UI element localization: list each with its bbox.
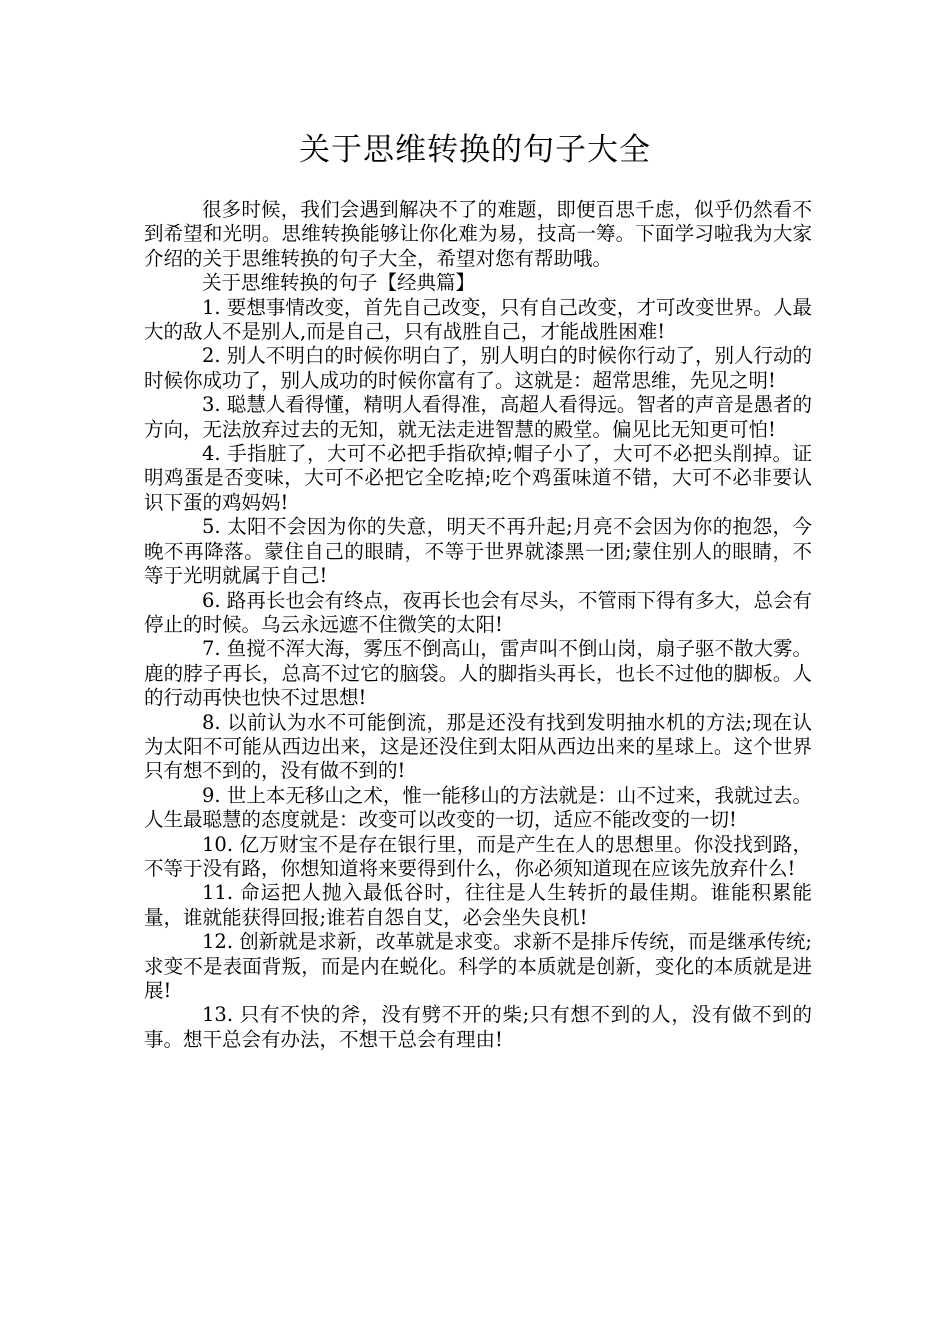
sentence-item-2: 2. 别人不明白的时候你明白了，别人明白的时候你行动了，别人行动的时候你成功了，别人成功的时候你富有了。这就是：超常思维，先见之明! bbox=[144, 344, 812, 392]
document-title: 关于思维转换的句子大全 bbox=[299, 132, 651, 168]
sentence-item-4: 4. 手指脏了，大可不必把手指砍掉;帽子小了，大可不必把头削掉。证明鸡蛋是否变味，大可不必把它全吃掉;吃个鸡蛋味道不错，大可不必非要认识下蛋的鸡妈妈! bbox=[144, 442, 812, 514]
section-heading: 关于思维转换的句子【经典篇】 bbox=[202, 271, 476, 295]
sentence-item-3: 3. 聪慧人看得懂，精明人看得准，高超人看得远。智者的声音是愚者的方向，无法放弃过去的无知，就无法走进智慧的殿堂。偏见比无知更可怕! bbox=[144, 393, 812, 441]
sentence-item-8: 8. 以前认为水不可能倒流，那是还没有找到发明抽水机的方法;现在认为太阳不可能从西边出来，这是还没住到太阳从西边出来的星球上。这个世界只有想不到的，没有做不到的! bbox=[144, 710, 812, 783]
sentence-item-10: 10. 亿万财宝不是存在银行里，而是产生在人的思想里。你没找到路，不等于没有路，你想知道将来要得到什么，你必须知道现在应该先放弃什么! bbox=[144, 832, 812, 880]
sentence-item-11: 11. 命运把人抛入最低谷时，往往是人生转折的最佳期。谁能积累能量，谁就能获得回报;谁若自怨自艾，必会坐失良机! bbox=[144, 881, 812, 929]
sentence-item-13: 13. 只有不快的斧，没有劈不开的柴;只有想不到的人，没有做不到的事。想干总会有办法，不想干总会有理由! bbox=[144, 1003, 812, 1051]
sentence-item-9: 9. 世上本无移山之术，惟一能移山的方法就是：山不过来，我就过去。人生最聪慧的态度就是：改变可以改变的一切，适应不能改变的一切! bbox=[144, 783, 812, 832]
sentence-item-12: 12. 创新就是求新，改革就是求变。求新不是排斥传统，而是继承传统;求变不是表面背叛，而是内在蜕化。科学的本质就是创新，变化的本质就是进展! bbox=[144, 930, 812, 1002]
intro-paragraph: 很多时候，我们会遇到解决不了的难题，即便百思千虑，似乎仍然看不到希望和光明。思维转换能够让你化难为易，技高一筹。下面学习啦我为大家介绍的关于思维转换的句子大全，希望对您有帮助哦。 bbox=[144, 198, 812, 270]
document-body bbox=[144, 198, 812, 1052]
sentence-item-1: 1. 要想事情改变，首先自己改变，只有自己改变，才可改变世界。人最大的敌人不是别人,而是自己，只有战胜自己，才能战胜困难! bbox=[144, 295, 812, 344]
sentence-item-6: 6. 路再长也会有终点，夜再长也会有尽头，不管雨下得有多大，总会有停止的时候。乌云永远遮不住微笑的太阳! bbox=[144, 588, 812, 636]
sentence-item-7: 7. 鱼搅不浑大海，雾压不倒高山，雷声叫不倒山岗，扇子驱不散大雾。鹿的脖子再长，总高不过它的脑袋。人的脚指头再长，也长不过他的脚板。人的行动再快也快不过思想! bbox=[144, 637, 812, 710]
sentence-item-5: 5. 太阳不会因为你的失意，明天不再升起;月亮不会因为你的抱怨，今晚不再降落。蒙住自己的眼睛，不等于世界就漆黑一团;蒙住别人的眼睛，不等于光明就属于自己! bbox=[144, 515, 812, 588]
